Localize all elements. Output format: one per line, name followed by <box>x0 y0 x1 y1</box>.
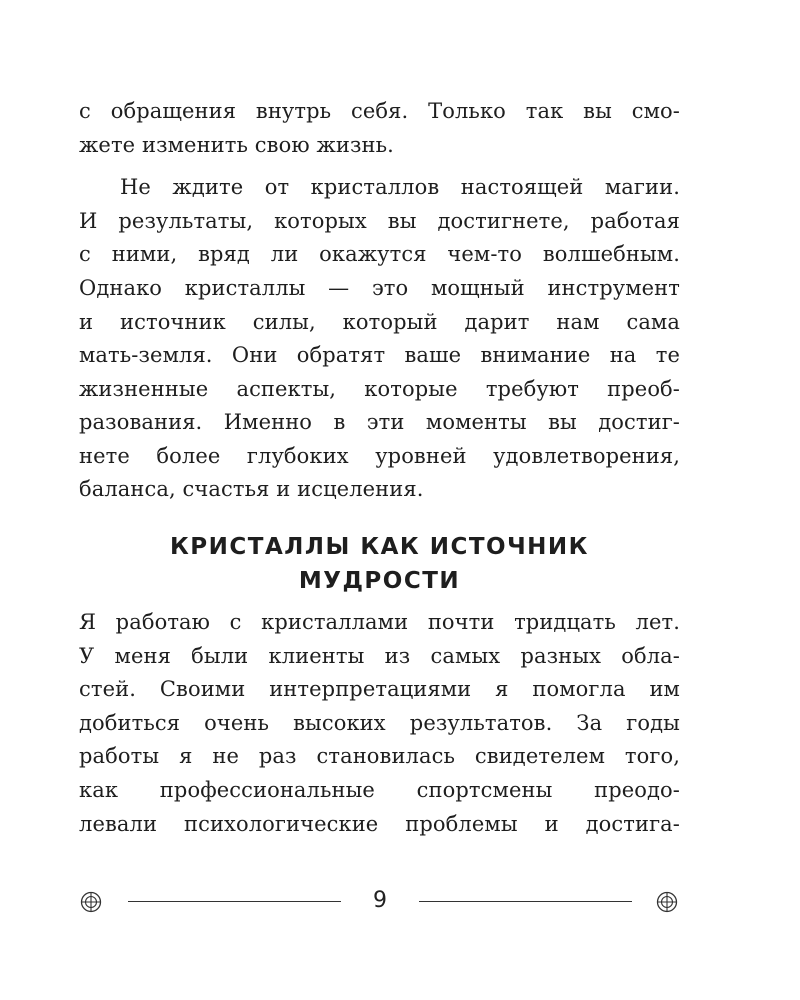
body-line: У меня были клиенты из самых разных обла- <box>79 644 680 668</box>
body-line: добиться очень высоких результатов. За годы <box>79 711 680 735</box>
page-number: 9 <box>373 888 387 913</box>
body-line: нете более глубоких уровней удовлетворения, <box>79 444 680 468</box>
body-line: жете изменить свою жизнь. <box>79 133 394 157</box>
crystal-ornament-icon <box>656 891 678 913</box>
body-line: как профессиональные спортсмены преодо- <box>79 778 680 802</box>
body-line: с ними, вряд ли окажутся чем-то волшебным. <box>79 242 680 266</box>
body-line: стей. Своими интерпретациями я помогла им <box>79 677 680 701</box>
body-line: Однако кристаллы — это мощный инструмент <box>79 276 680 300</box>
body-line: левали психологические проблемы и достига- <box>79 812 680 836</box>
body-line: Не ждите от кристаллов настоящей магии. <box>120 175 680 199</box>
body-line: жизненные аспекты, которые требуют преоб- <box>79 377 680 401</box>
body-line: и источник силы, который дарит нам сама <box>79 310 680 334</box>
crystal-ornament-icon <box>80 891 102 913</box>
body-line: И результаты, которых вы достигнете, работая <box>79 209 680 233</box>
section-heading: КРИСТАЛЛЫ КАК ИСТОЧНИК <box>170 534 589 560</box>
footer-rule-left <box>128 901 341 902</box>
body-line: с обращения внутрь себя. Только так вы смо- <box>79 99 680 123</box>
body-line: работы я не раз становилась свидетелем того, <box>79 744 680 768</box>
body-line: Я работаю с кристаллами почти тридцать лет. <box>79 610 680 634</box>
footer-rule-right <box>419 901 632 902</box>
section-heading: МУДРОСТИ <box>298 568 461 594</box>
body-line: мать-земля. Они обратят ваше внимание на те <box>79 343 680 367</box>
body-line: разования. Именно в эти моменты вы достиг- <box>79 410 680 434</box>
body-line: баланса, счастья и исцеления. <box>79 477 424 501</box>
